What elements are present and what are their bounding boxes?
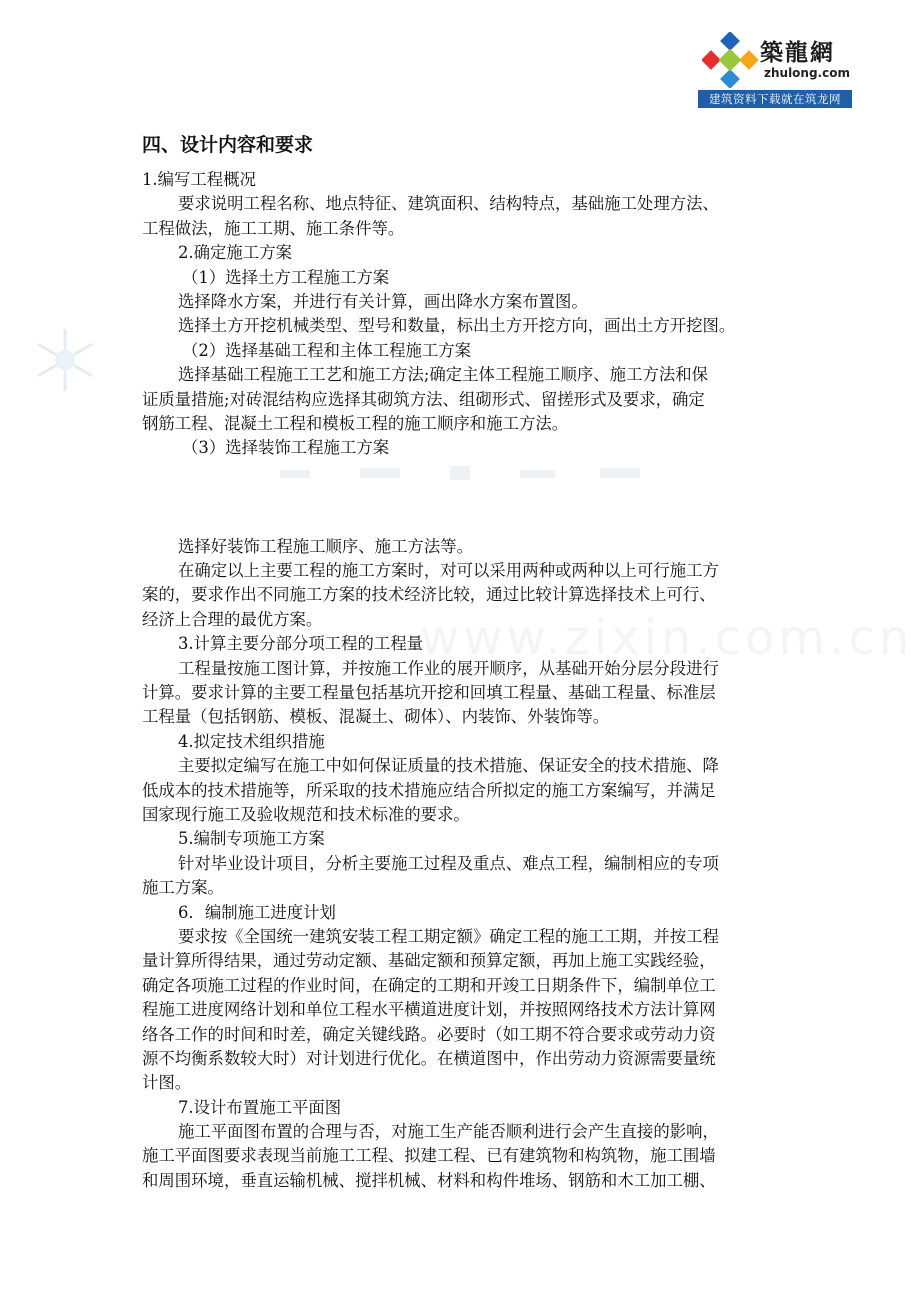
paragraph-line: 施工平面图要求表现当前施工工程、拟建工程、已有建筑物和构筑物，施工围墙 bbox=[142, 1146, 716, 1166]
sub-item-heading: （2）选择基础工程和主体工程施工方案 bbox=[182, 340, 472, 360]
paragraph-line: 选择基础工程施工工艺和施工方法;确定主体工程施工顺序、施工方法和保 bbox=[178, 365, 709, 385]
paragraph-line: 在确定以上主要工程的施工方案时，对可以采用两种或两种以上可行施工方 bbox=[178, 561, 719, 581]
document-body bbox=[142, 168, 788, 1193]
paragraph-line: 计算。要求计算的主要工程量包括基坑开挖和回填工程量、基础工程量、标准层 bbox=[142, 683, 716, 703]
logo-top bbox=[698, 28, 852, 90]
paragraph-line: 工程量（包括钢筋、模板、混凝土、砌体）、内装饰、外装饰等。 bbox=[142, 707, 610, 727]
paragraph-line: 经济上合理的最优方案。 bbox=[142, 609, 323, 629]
page-gap bbox=[142, 461, 788, 535]
paragraph-line: 低成本的技术措施等，所采取的技术措施应结合所拟定的施工方案编写，并满足 bbox=[142, 780, 716, 800]
paragraph-line: 案的，要求作出不同施工方案的技术经济比较，通过比较计算选择技术上可行、 bbox=[142, 585, 716, 605]
paragraph-line: 络各工作的时间和时差，确定关键线路。必要时（如工期不符合要求或劳动力资 bbox=[142, 1024, 716, 1044]
paragraph-line: 工程量按施工图计算，并按施工作业的展开顺序，从基础开始分层分段进行 bbox=[178, 658, 719, 678]
section-heading: 四、设计内容和要求 bbox=[142, 134, 314, 156]
item-heading: 2.确定施工方案 bbox=[178, 243, 292, 263]
paragraph-line: 源不均衡系数较大时）对计划进行优化。在横道图中，作出劳动力资源需要量统 bbox=[142, 1048, 716, 1068]
paragraph-line: 主要拟定编写在施工中如何保证质量的技术措施、保证安全的技术措施、降 bbox=[178, 756, 719, 776]
paragraph-line: 量计算所得结果，通过劳动定额、基础定额和预算定额，再加上施工实践经验， bbox=[142, 951, 716, 971]
item-heading: 1.编写工程概况 bbox=[142, 170, 256, 189]
paragraph-line: 选择降水方案，并进行有关计算，画出降水方案布置图。 bbox=[178, 291, 588, 311]
paragraph-line: 程施工进度网络计划和单位工程水平横道进度计划，并按照网络技术方法计算网 bbox=[142, 1000, 716, 1020]
item-heading: 5.编制专项施工方案 bbox=[178, 829, 325, 849]
logo-name: 築龍網 bbox=[760, 40, 835, 66]
logo-slogan: 建筑资料下载就在筑龙网 bbox=[698, 90, 852, 108]
item-heading: 7.设计布置施工平面图 bbox=[178, 1097, 342, 1117]
sub-item-heading: （1）选择土方工程施工方案 bbox=[182, 267, 390, 287]
paragraph-line: 和周围环境，垂直运输机械、搅拌机械、材料和构件堆场、钢筋和木工加工棚、 bbox=[142, 1170, 716, 1190]
paragraph-line: 确定各项施工过程的作业时间，在确定的工期和开竣工日期条件下，编制单位工 bbox=[142, 975, 716, 995]
item-heading: 3.计算主要分部分项工程的工程量 bbox=[178, 634, 424, 654]
paragraph-line: 钢筋工程、混凝土工程和模板工程的施工顺序和施工方法。 bbox=[142, 413, 569, 433]
paragraph-line: 工程做法，施工工期、施工条件等。 bbox=[142, 218, 405, 238]
logo-flower-icon bbox=[702, 32, 758, 88]
snowflake-watermark-icon bbox=[30, 325, 100, 395]
paragraph-line: 施工平面图布置的合理与否，对施工生产能否顺利进行会产生直接的影响， bbox=[178, 1122, 719, 1142]
item-heading: 6．编制施工进度计划 bbox=[178, 902, 336, 922]
item-heading: 4.拟定技术组织措施 bbox=[178, 731, 325, 751]
zhulong-logo bbox=[698, 28, 852, 108]
paragraph-line: 国家现行施工及验收规范和技术标准的要求。 bbox=[142, 804, 470, 824]
paragraph-line: 要求按《全国统一建筑安装工程工期定额》确定工程的施工工期，并按工程 bbox=[178, 926, 719, 946]
paragraph-line: 施工方案。 bbox=[142, 878, 224, 898]
paragraph-line: 选择土方开挖机械类型、型号和数量，标出土方开挖方向，画出土方开挖图。 bbox=[178, 316, 736, 336]
paragraph-line: 针对毕业设计项目，分析主要施工过程及重点、难点工程，编制相应的专项 bbox=[178, 853, 719, 873]
logo-domain: zhulong.com bbox=[764, 66, 850, 80]
paragraph-line: 证质量措施;对砖混结构应选择其砌筑方法、组砌形式、留搓形式及要求，确定 bbox=[142, 389, 705, 409]
paragraph-line: 选择好装饰工程施工顺序、施工方法等。 bbox=[178, 536, 474, 556]
sub-item-heading: （3）选择装饰工程施工方案 bbox=[182, 438, 390, 458]
paragraph-line: 要求说明工程名称、地点特征、建筑面积、结构特点，基础施工处理方法、 bbox=[178, 194, 719, 214]
paragraph-line: 计图。 bbox=[142, 1073, 192, 1093]
